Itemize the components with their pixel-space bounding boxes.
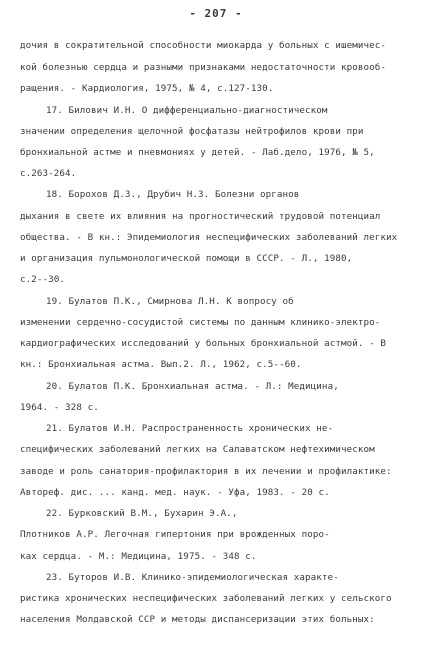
text-line: Плотников А.Р. Легочная гипертония при врожденных поро- bbox=[20, 529, 330, 540]
text-line: заводе и роль санатория-профилактория в их лечении и профилактике: bbox=[20, 466, 392, 477]
text-line: с.263-264. bbox=[20, 168, 77, 179]
reference-17-heading: 17. Билович И.Н. О дифференциально-диагностическом bbox=[46, 105, 328, 116]
reference-20-heading: 20. Булатов П.К. Бронхиальная астма. - Л.: Медицина, bbox=[46, 381, 339, 392]
reference-18-heading: 18. Борохов Д.З., Друбич Н.З. Болезни органов bbox=[46, 189, 300, 200]
text-line: с.2--30. bbox=[20, 274, 66, 285]
text-line: общества. - В кн.: Эпидемиология неспецифических заболеваний легких bbox=[20, 232, 398, 243]
text-line: дыхания в свете их влияния на прогностический трудовой потенциал bbox=[20, 211, 381, 222]
text-line: и организация пульмонологической помощи в СССР. - Л., 1980, bbox=[20, 253, 353, 264]
text-line: ращения. - Кардиология, 1975, № 4, с.127-130. bbox=[20, 83, 274, 94]
text-line: ках сердца. - М.: Медицина, 1975. - 348 с. bbox=[20, 551, 257, 562]
text-line: 1964. - 328 с. bbox=[20, 402, 99, 413]
text-line: изменении сердечно-сосудистой системы по данным клинико-электро- bbox=[20, 317, 381, 328]
reference-23-heading: 23. Буторов И.В. Клинико-эпидемиологическая характе- bbox=[46, 572, 339, 583]
text-line: значении определения щелочной фосфатазы нейтрофилов крови при bbox=[20, 126, 364, 137]
reference-21-heading: 21. Булатов И.Н. Распространенность хронических не- bbox=[46, 423, 334, 434]
text-line: бронхиальной астме и пневмониях у детей. - Лаб.дело, 1976, № 5, bbox=[20, 147, 375, 158]
text-line: дочия в сократительной способности миокарда у больных с ишемичес- bbox=[20, 40, 387, 51]
text-line: Автореф. дис. ... канд. мед. наук. - Уфа, 1983. - 20 с. bbox=[20, 487, 330, 498]
text-line: специфических заболеваний легких на Салаватском нефтехимическом bbox=[20, 444, 375, 455]
text-line: ристика хронических неспецифических заболеваний легких у сельского bbox=[20, 593, 392, 604]
text-line: кардиографических исследований у больных бронхиальной астмой. - В bbox=[20, 338, 387, 349]
reference-22-heading: 22. Бурковский В.М., Бухарин Э.А., bbox=[46, 508, 238, 519]
reference-19-heading: 19. Булатов П.К., Смирнова Л.Н. К вопросу об bbox=[46, 296, 294, 307]
text-line: кн.: Бронхиальная астма. Вып.2. Л., 1962, с.5--60. bbox=[20, 359, 302, 370]
text-line: кой болезнью сердца и разными признаками недостаточности кровооб- bbox=[20, 62, 387, 73]
text-line: населения Молдавской ССР и методы диспансеризации этих больных: bbox=[20, 614, 375, 625]
page-number: - 207 - bbox=[189, 7, 243, 20]
